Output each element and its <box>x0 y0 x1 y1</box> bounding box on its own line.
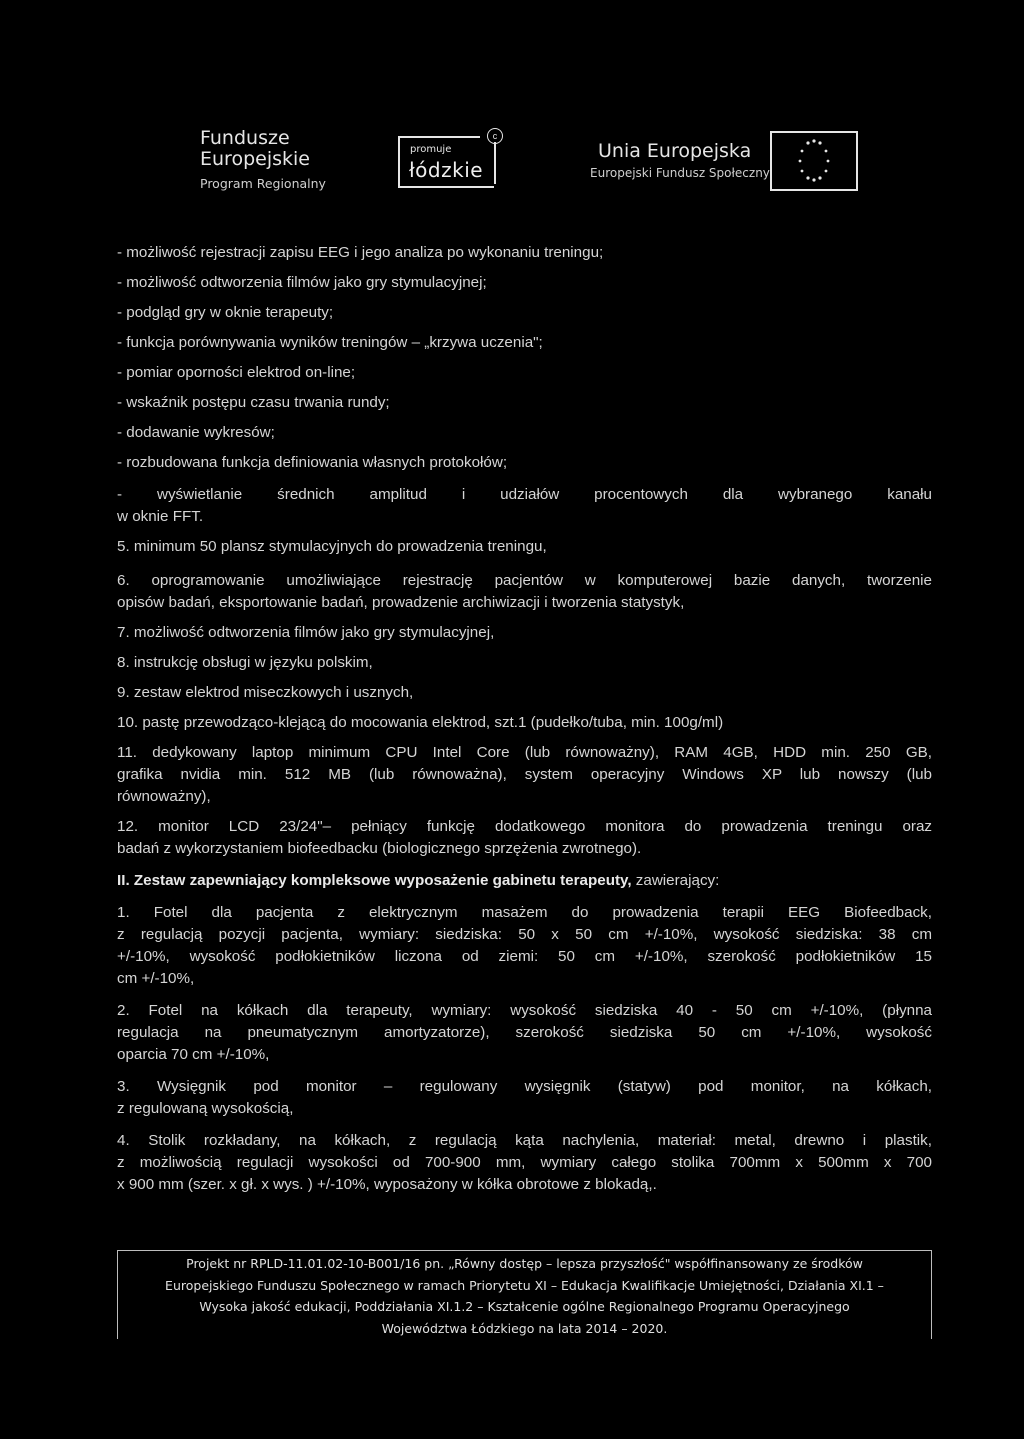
feature-item: - możliwość rejestracji zapisu EEG i jego analiza po wykonaniu treningu; <box>117 244 604 261</box>
feature-item: - możliwość odtworzenia filmów jako gry stymulacyjnej; <box>117 274 487 291</box>
section-2-heading-rest: zawierający: <box>631 872 720 889</box>
feature-item-fft-line2: w oknie FFT. <box>117 508 204 525</box>
item-12-line1: 12. monitor LCD 23/24"– pełniący funkcję dodatkowego monitora do prowadzenia treningu oraz <box>117 818 932 835</box>
section-2-item-1-line3: +/-10%, wysokość podłokietników liczona od ziemi: 50 cm +/-10%, szerokość podłokietników 15 <box>117 948 932 965</box>
section-2-item-3-line1: 3. Wysięgnik pod monitor – regulowany wysięgnik (statyw) pod monitor, na kółkach, <box>117 1078 932 1095</box>
section-2-item-2-line2: regulacja na pneumatycznym amortyzatorze), szerokość siedziska 50 cm +/-10%, wysokość <box>117 1024 932 1041</box>
section-2-item-2 <box>117 1000 932 1066</box>
feature-item-fft <box>117 484 932 528</box>
lodz-logo-bracket <box>488 142 496 184</box>
lodz-logo-promuje: promuje <box>410 144 452 155</box>
ue-logo-subtitle: Europejski Fundusz Społeczny <box>590 166 770 180</box>
feature-item: - pomiar oporności elektrod on-line; <box>117 364 356 381</box>
section-2-item-2-line1: 2. Fotel na kółkach dla terapeuty, wymiary: wysokość siedziska 40 - 50 cm +/-10%, (płynna <box>117 1002 932 1019</box>
copyright-c-icon: c <box>487 128 503 144</box>
footer-line4: Województwa Łódzkiego na lata 2014 – 2020. <box>381 1320 668 1336</box>
ue-logo-title: Unia Europejska <box>598 140 752 162</box>
feature-item: - dodawanie wykresów; <box>117 424 275 441</box>
section-2-item-1-line1: 1. Fotel dla pacjenta z elektrycznym masażem do prowadzenia terapii EEG Biofeedback, <box>117 904 932 921</box>
section-2-item-1 <box>117 902 932 990</box>
item-5: 5. minimum 50 plansz stymulacyjnych do prowadzenia treningu, <box>117 538 547 555</box>
footer-line2: Europejskiego Funduszu Społecznego w ramach Priorytetu XI – Edukacja Kwalifikacje Umiejętności, Działania XI.1 – <box>165 1277 884 1293</box>
item-6-line1: 6. oprogramowanie umożliwiające rejestrację pacjentów w komputerowej bazie danych, tworzenie <box>117 572 932 589</box>
item-11-line3: równoważny), <box>117 788 211 805</box>
item-6-line2: opisów badań, eksportowanie badań, prowadzenie archiwizacji i tworzenia statystyk, <box>117 594 685 611</box>
item-6 <box>117 570 932 614</box>
lodz-logo <box>398 136 494 188</box>
fe-logo-line1: Fundusze <box>200 127 290 149</box>
feature-item: - podgląd gry w oknie terapeuty; <box>117 304 334 321</box>
lodz-logo-name: łódzkie <box>409 158 484 182</box>
section-2-heading <box>117 870 932 892</box>
item-11-line1: 11. dedykowany laptop minimum CPU Intel Core (lub równoważny), RAM 4GB, HDD min. 250 GB, <box>117 744 932 761</box>
numbered-list <box>117 536 932 860</box>
eu-flag-icon <box>770 131 858 191</box>
section-2-item-4-line1: 4. Stolik rozkładany, na kółkach, z regulacją kąta nachylenia, materiał: metal, drewno i plastik, <box>117 1132 932 1149</box>
footer-line1: Projekt nr RPLD-11.01.02-10-B001/16 pn. „Równy dostęp – lepsza przyszłość" współfinansowany ze środków <box>186 1256 863 1271</box>
feature-item: - funkcja porównywania wyników treningów – „krzywa uczenia"; <box>117 334 543 351</box>
item-7: 7. możliwość odtworzenia filmów jako gry stymulacyjnej, <box>117 624 495 641</box>
section-2-item-4-line2: z możliwością regulacji wysokości od 700-900 mm, wymiary całego stolika 700mm x 500mm x 700 <box>117 1154 932 1171</box>
item-10: 10. pastę przewodząco-klejącą do mocowania elektrod, szt.1 (pudełko/tuba, min. 100g/ml) <box>117 714 724 731</box>
feature-item-fft-line1: - wyświetlanie średnich amplitud i udziałów procentowych dla wybranego kanału <box>117 486 932 503</box>
section-2-item-1-line2: z regulacją pozycji pacjenta, wymiary: siedziska: 50 x 50 cm +/-10%, wysokość siedziska: 38 cm <box>117 926 932 943</box>
fe-logo-subtitle: Program Regionalny <box>200 176 326 191</box>
item-9: 9. zestaw elektrod miseczkowych i usznych, <box>117 684 414 701</box>
item-8: 8. instrukcję obsługi w języku polskim, <box>117 654 373 671</box>
section-2-item-1-line4: cm +/-10%, <box>117 970 195 987</box>
item-11 <box>117 742 932 808</box>
item-12 <box>117 816 932 860</box>
feature-item: - rozbudowana funkcja definiowania własnych protokołów; <box>117 454 508 471</box>
feature-list <box>117 238 932 478</box>
footer-line3: Wysoka jakość edukacji, Poddziałania XI.1.2 – Kształcenie ogólne Regionalnego Programu Operacyjnego <box>199 1299 850 1314</box>
section-2-item-4-line3: x 900 mm (szer. x gł. x wys. ) +/-10%, wyposażony w kółka obrotowe z blokadą,. <box>117 1176 657 1193</box>
header-logos <box>0 126 1024 196</box>
item-12-line2: badań z wykorzystaniem biofeedbacku (biologicznego sprzężenia zwrotnego). <box>117 840 642 857</box>
fe-logo <box>200 128 310 170</box>
section-2-heading-bold: II. Zestaw zapewniający kompleksowe wyposażenie gabinetu terapeuty, <box>117 872 632 889</box>
section-2-item-2-line3: oparcia 70 cm +/-10%, <box>117 1046 270 1063</box>
feature-item: - wskaźnik postępu czasu trwania rundy; <box>117 394 390 411</box>
fe-logo-line2: Europejskie <box>200 148 310 170</box>
section-2-item-3 <box>117 1076 932 1120</box>
project-footer <box>117 1250 932 1339</box>
document-body <box>117 238 932 1196</box>
item-11-line2: grafika nvidia min. 512 MB (lub równoważna), system operacyjny Windows XP lub nowszy (lub <box>117 766 932 783</box>
section-2-item-3-line2: z regulowaną wysokością, <box>117 1100 294 1117</box>
section-2-item-4 <box>117 1130 932 1196</box>
